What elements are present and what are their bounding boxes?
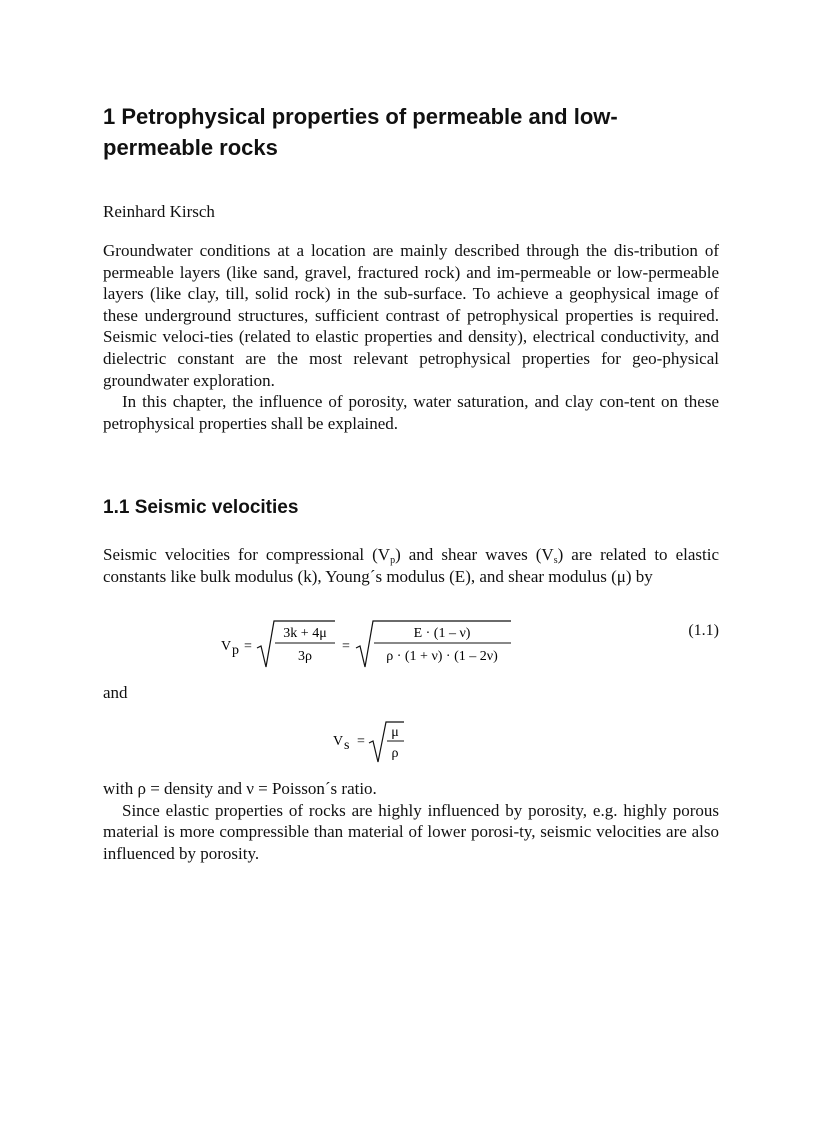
equation-1-1-svg [103,615,719,675]
eq2-num: μ [391,725,399,740]
eq1-lhs-v: V [221,639,232,654]
closing-text [103,778,719,864]
subscript-p: p [390,555,396,566]
eq2-lhs-sub: s [344,738,350,753]
equation-vs [103,718,719,768]
eq1-equals-2: = [342,639,350,654]
eq2-lhs-v: V [333,734,344,749]
eq2-equals: = [357,734,365,749]
eq1-frac2-den: ρ · (1 + ν) · (1 – 2ν) [386,649,498,664]
equation-vs-svg [103,718,719,768]
intro-text [103,240,719,434]
equation-number: (1.1) [688,622,719,639]
closing-paragraph: Since elastic properties of rocks are highly influenced by porosity, e.g. highly porous material is more compressible than material of lower porosi-ty, seismic velocities are also influenced by porosity. [103,800,719,863]
chapter-title: 1 Petrophysical properties of permeable and low-permeable rocks [103,104,618,160]
section-paragraph [103,544,719,587]
equation-1-1 [103,615,719,675]
text-part: Seismic velocities for compressional (V [103,545,391,564]
section-intro [103,544,719,587]
text-part: ) are related to elastic constants like bulk modulus (k), Young´s modulus (E), and shear modulus (μ) by [103,545,720,586]
section-title: 1.1 Seismic velocities [103,497,299,518]
text-part: ) and shear waves (V [395,545,554,564]
intro-paragraph-2: In this chapter, the influence of porosity, water saturation, and clay con-tent on these petrophysical properties shall be explained. [103,392,719,433]
subscript-s: s [553,555,558,566]
with-line: with ρ = density and ν = Poisson´s ratio. [103,779,377,798]
and-word: and [103,683,128,702]
intro-paragraph-1: Groundwater conditions at a location are mainly described through the dis-tribution of permeable layers (like sand, gravel, fractured rock) and im-permeable or low-permeable layers (like clay, till, solid rock) in the sub-surface. To achieve a geophysical image of these underground structures, sufficient contrast of petrophysical properties is required. Seismic veloci-ties (related to elastic properties and density), electrical conductivity, and dielectric constant are the most relevant petrophysical properties for geo-physical groundwater exploration. [103,241,719,390]
eq2-den: ρ [391,746,399,761]
eq1-frac1-den: 3ρ [298,649,312,664]
eq1-frac2-num: E · (1 – ν) [413,626,471,641]
eq1-equals-1: = [244,639,252,654]
eq1-frac1-num: 3k + 4μ [283,626,327,641]
eq1-lhs-sub: p [232,643,239,658]
author-name: Reinhard Kirsch [103,202,215,221]
